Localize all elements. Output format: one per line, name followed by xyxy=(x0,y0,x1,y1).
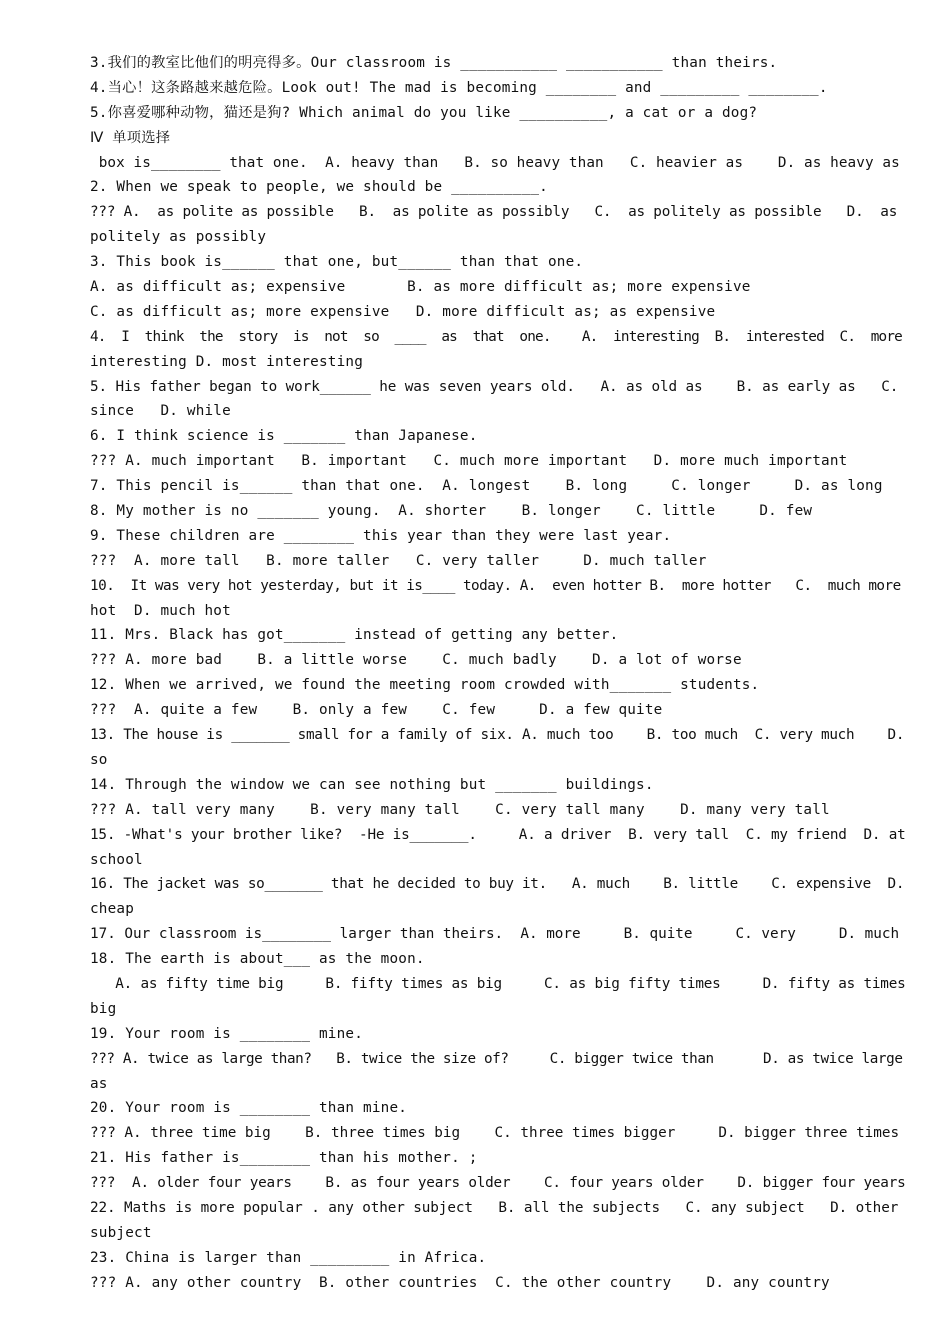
options-line: ??? A. older four years B. as four years older C. four years older D. bigger four years xyxy=(90,1175,906,1192)
question-line: box is________ that one. A. heavy than B. so heavy than C. heavier as D. as heavy as xyxy=(90,154,900,171)
options-line: ??? A. three time big B. three times big C. three times bigger D. bigger three times xyxy=(90,1125,900,1142)
options-line: big xyxy=(90,1000,117,1017)
text-line: 5.你喜爱哪种动物，猫还是狗? Which animal do you like __________, a cat or a dog? xyxy=(90,104,758,121)
options-line: ??? A. any other country B. other countries C. the other country D. any country xyxy=(90,1274,830,1291)
options-line: ??? A. twice as large than? B. twice the size of? C. bigger twice than D. as twice large xyxy=(90,1050,903,1067)
question-line: 17. Our classroom is________ larger than theirs. A. more B. quite C. very D. much xyxy=(90,926,900,943)
options-line: ??? A. much important B. important C. much more important D. more much important xyxy=(90,453,848,470)
options-line: politely as possibly xyxy=(90,229,267,246)
question-line: 5. His father began to work______ he was seven years old. A. as old as B. as early as C. xyxy=(90,378,899,395)
section-heading: Ⅳ 单项选择 xyxy=(90,129,171,146)
text-line: 3.我们的教室比他们的明亮得多。Our classroom is ___________ ___________ than theirs. xyxy=(90,55,778,71)
question-line: 3. This book is______ that one, but______ than that one. xyxy=(90,254,584,271)
options-line: ??? A. more tall B. more taller C. very taller D. much taller xyxy=(90,552,707,569)
question-line: 21. His father is________ than his mother. ; xyxy=(90,1150,478,1167)
question-line: 14. Through the window we can see nothing but _______ buildings. xyxy=(90,776,654,793)
options-line: school xyxy=(90,851,143,868)
question-line: 2. When we speak to people, we should be __________. xyxy=(90,179,548,196)
options-line: subject xyxy=(90,1224,152,1241)
options-line: hot D. much hot xyxy=(90,602,231,619)
options-line: ??? A. more bad B. a little worse C. much badly D. a lot of worse xyxy=(90,652,742,669)
question-line: 9. These children are ________ this year than they were last year. xyxy=(90,527,672,544)
question-line: 13. The house is _______ small for a family of six. A. much too B. too much C. very much D. xyxy=(90,727,905,744)
question-line: 19. Your room is ________ mine. xyxy=(90,1025,364,1042)
options-line: as xyxy=(90,1075,108,1092)
question-line: 7. This pencil is______ than that one. A. longest B. long C. longer D. as long xyxy=(90,478,883,495)
question-line: 8. My mother is no _______ young. A. shorter B. longer C. little D. few xyxy=(90,503,813,520)
options-line: A. as fifty time big B. fifty times as big C. as big fifty times D. fifty as times xyxy=(90,975,906,992)
options-line: ??? A. as polite as possible B. as polite as possibly C. as politely as possible D. as xyxy=(90,204,898,221)
options-line: interesting D. most interesting xyxy=(90,353,364,370)
question-line: 11. Mrs. Black has got_______ instead of getting any better. xyxy=(90,627,619,644)
options-line: A. as difficult as; expensive B. as more difficult as; more expensive xyxy=(90,279,751,296)
question-line: 6. I think science is _______ than Japanese. xyxy=(90,428,478,445)
options-line: since D. while xyxy=(90,403,231,420)
options-line: C. as difficult as; more expensive D. more difficult as; as expensive xyxy=(90,303,716,320)
question-line: 20. Your room is ________ than mine. xyxy=(90,1100,408,1117)
text-line: 4.当心！这条路越来越危险。Look out! The mad is becoming ________ and _________ ________. xyxy=(90,79,828,96)
question-line: 16. The jacket was so_______ that he decided to buy it. A. much B. little C. expensive D. xyxy=(90,876,905,893)
question-line: 12. When we arrived, we found the meeting room crowded with_______ students. xyxy=(90,677,760,694)
document-page xyxy=(90,51,906,1296)
options-line: ??? A. quite a few B. only a few C. few D. a few quite xyxy=(90,702,663,719)
question-line: 4. I think the story is not so ____ as that one. A. interesting B. interested C. more xyxy=(90,328,902,345)
question-line: 18. The earth is about___ as the moon. xyxy=(90,951,425,968)
options-line: so xyxy=(90,751,108,768)
question-line: 10. It was very hot yesterday, but it is____ today. A. even hotter B. more hotter C. much more xyxy=(90,577,901,594)
options-line: cheap xyxy=(90,901,135,918)
question-line: 23. China is larger than _________ in Africa. xyxy=(90,1249,487,1266)
question-line: 15. -What's your brother like? -He is_______. A. a driver B. very tall C. my friend D. at xyxy=(90,826,906,843)
question-line: 22. Maths is more popular . any other subject B. all the subjects C. any subject D. other xyxy=(90,1199,899,1216)
options-line: ??? A. tall very many B. very many tall C. very tall many D. many very tall xyxy=(90,801,830,818)
